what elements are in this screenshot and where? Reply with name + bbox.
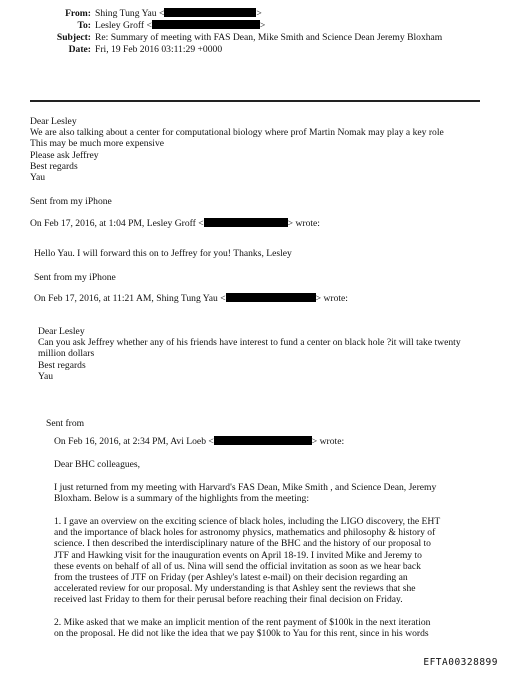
body-line: from the trustees of JTF on Friday (per Ashley's latest e-mail) on their decision regarding an bbox=[54, 571, 408, 583]
body-line: 2. Mike asked that we make an implicit mention of the rent payment of $100k in the next iteration bbox=[54, 617, 431, 628]
message-4-point-2 bbox=[54, 617, 430, 639]
body-line: on the proposal. He did not like the idea that we pay $100k to Yau for this rent, since in his words bbox=[54, 628, 429, 640]
body-line: Can you ask Jeffrey whether any of his friends have interest to fund a center on black hole ?it will take twenty bbox=[38, 337, 461, 349]
body-line: Bloxham. Below is a summary of the highlights from the meeting: bbox=[54, 493, 309, 505]
from-value: Shing Tung Yau < bbox=[95, 8, 165, 19]
message-4-greeting: Dear BHC colleagues, bbox=[54, 459, 141, 470]
body-line: these events on behalf of all of us. Nina will send the official invitation as soon as we hear back bbox=[54, 560, 421, 572]
message-4-intro bbox=[54, 482, 436, 504]
message-2-signature: Sent from my iPhone bbox=[34, 272, 116, 283]
redacted-email bbox=[164, 8, 256, 17]
message-3-quote-line: On Feb 16, 2016, at 2:34 PM, Avi Loeb < > wrote: bbox=[54, 436, 345, 447]
document-id: EFTA00328899 bbox=[423, 656, 498, 668]
body-line: science. I then described the interdisciplinary nature of the BHC and the history of our proposal to bbox=[54, 538, 431, 550]
body-line: million dollars bbox=[38, 348, 95, 360]
redacted-email bbox=[226, 293, 316, 302]
body-line: Yau bbox=[38, 370, 54, 382]
message-3-signature: Sent from bbox=[46, 418, 85, 429]
body-line: This may be much more expensive bbox=[30, 138, 165, 150]
body-line: received last Friday to them for their perusal before reaching their final decision on Friday. bbox=[54, 594, 403, 606]
to-value: Lesley Groff < bbox=[95, 20, 152, 31]
email-header bbox=[0, 8, 512, 58]
body-line: Dear Lesley bbox=[30, 116, 77, 127]
body-line: JTF and Hawking visit for the inauguration events on April 18-19. I invited Mike and Jeremy to bbox=[54, 549, 422, 561]
body-line: Best regards bbox=[30, 160, 78, 172]
body-line: and the importance of black holes for astronomy physics, mathematics and philosophy & history of bbox=[54, 527, 436, 539]
subject-value: Re: Summary of meeting with FAS Dean, Mike Smith and Science Dean Jeremy Bloxham bbox=[95, 32, 443, 43]
close-bracket: > bbox=[259, 20, 266, 31]
to-label: To: bbox=[77, 20, 91, 31]
body-line: I just returned from my meeting with Harvard's FAS Dean, Mike Smith , and Science Dean, Jeremy bbox=[54, 482, 437, 493]
body-line: accelerated review for our proposal. My understanding is that Ashley sent the reviews that she bbox=[54, 583, 416, 595]
close-bracket: > bbox=[256, 8, 262, 19]
body-line: We are also talking about a center for computational biology where prof Martin Nomak may play a key role bbox=[30, 127, 444, 139]
message-1-body bbox=[30, 116, 444, 183]
body-line: 1. I gave an overview on the exciting science of black holes, including the LIGO discovery, the EHT bbox=[54, 516, 441, 527]
message-2-body: Hello Yau. I will forward this on to Jeffrey for you! Thanks, Lesley bbox=[34, 248, 292, 259]
redacted-email bbox=[152, 20, 260, 29]
message-3-body bbox=[38, 326, 461, 382]
body-line: Please ask Jeffrey bbox=[30, 149, 99, 161]
subject-label: Subject: bbox=[56, 32, 91, 43]
message-1-signature: Sent from my iPhone bbox=[30, 196, 112, 207]
redacted-email bbox=[214, 436, 312, 445]
redacted-email bbox=[204, 218, 288, 227]
message-2-quote-line: On Feb 17, 2016, at 11:21 AM, Shing Tung Yau < > wrote: bbox=[34, 293, 348, 304]
body-line: Best regards bbox=[38, 359, 86, 371]
date-label: Date: bbox=[68, 44, 91, 55]
body-line: Dear Lesley bbox=[38, 326, 85, 337]
body-line: Yau bbox=[30, 171, 46, 183]
message-4-point-1 bbox=[54, 516, 440, 606]
date-value: Fri, 19 Feb 2016 03:11:29 +0000 bbox=[95, 44, 223, 55]
message-1-quote-line: On Feb 17, 2016, at 1:04 PM, Lesley Groff < > wrote: bbox=[30, 218, 320, 229]
from-label: From: bbox=[65, 8, 91, 19]
header-divider bbox=[30, 100, 480, 102]
